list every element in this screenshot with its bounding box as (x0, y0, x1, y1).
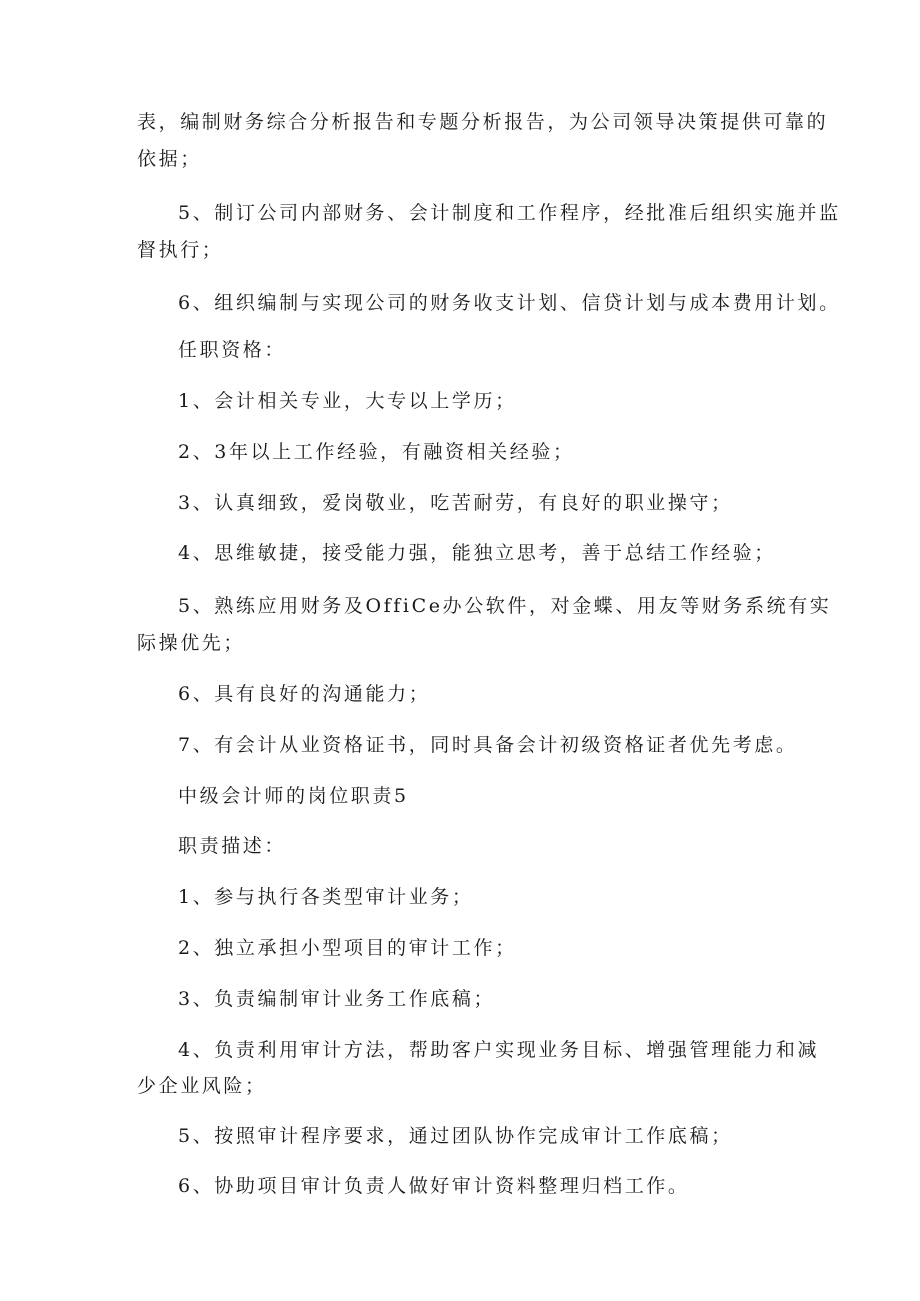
text-line-4: 督执行； (137, 239, 224, 261)
text-line-13: 6、具有良好的沟通能力； (178, 683, 431, 705)
text-line-22: 5、按照审计程序要求，通过团队协作完成审计工作底稿； (178, 1125, 733, 1147)
text-line-8: 2、3年以上工作经验，有融资相关经验； (178, 441, 575, 463)
text-line-20: 4、负责利用审计方法，帮助客户实现业务目标、增强管理能力和减 (178, 1039, 820, 1061)
text-line-19: 3、负责编制审计业务工作底稿； (178, 988, 496, 1010)
text-line-10: 4、思维敏捷，接受能力强，能独立思考，善于总结工作经验； (178, 542, 776, 564)
text-line-9: 3、认真细致，爱岗敬业，吃苦耐劳，有良好的职业操守； (178, 492, 733, 514)
text-line-2: 依据； (137, 148, 202, 170)
text-line-12: 际操优先； (137, 632, 246, 654)
section-heading-qualifications: 任职资格： (178, 339, 287, 361)
text-line-5: 6、组织编制与实现公司的财务收支计划、信贷计划与成本费用计划。 (178, 292, 841, 314)
text-line-23: 6、协助项目审计负责人做好审计资料整理归档工作。 (178, 1175, 690, 1197)
text-line-18: 2、独立承担小型项目的审计工作； (178, 937, 517, 959)
text-line-3: 5、制订公司内部财务、会计制度和工作程序，经批准后组织实施并监 (178, 202, 841, 224)
text-line-11: 5、熟练应用财务及OffiCe办公软件，对金蝶、用友等财务系统有实 (178, 595, 832, 617)
text-line-21: 少企业风险； (137, 1075, 267, 1097)
section-heading-duties: 职责描述： (178, 835, 287, 857)
text-line-14: 7、有会计从业资格证书，同时具备会计初级资格证者优先考虑。 (178, 734, 798, 756)
text-line-17: 1、参与执行各类型审计业务； (178, 886, 474, 908)
section-heading-title: 中级会计师的岗位职责5 (178, 785, 409, 807)
text-line-7: 1、会计相关专业，大专以上学历； (178, 390, 517, 412)
text-line-1: 表，编制财务综合分析报告和专题分析报告，为公司领导决策提供可靠的 (137, 111, 829, 133)
